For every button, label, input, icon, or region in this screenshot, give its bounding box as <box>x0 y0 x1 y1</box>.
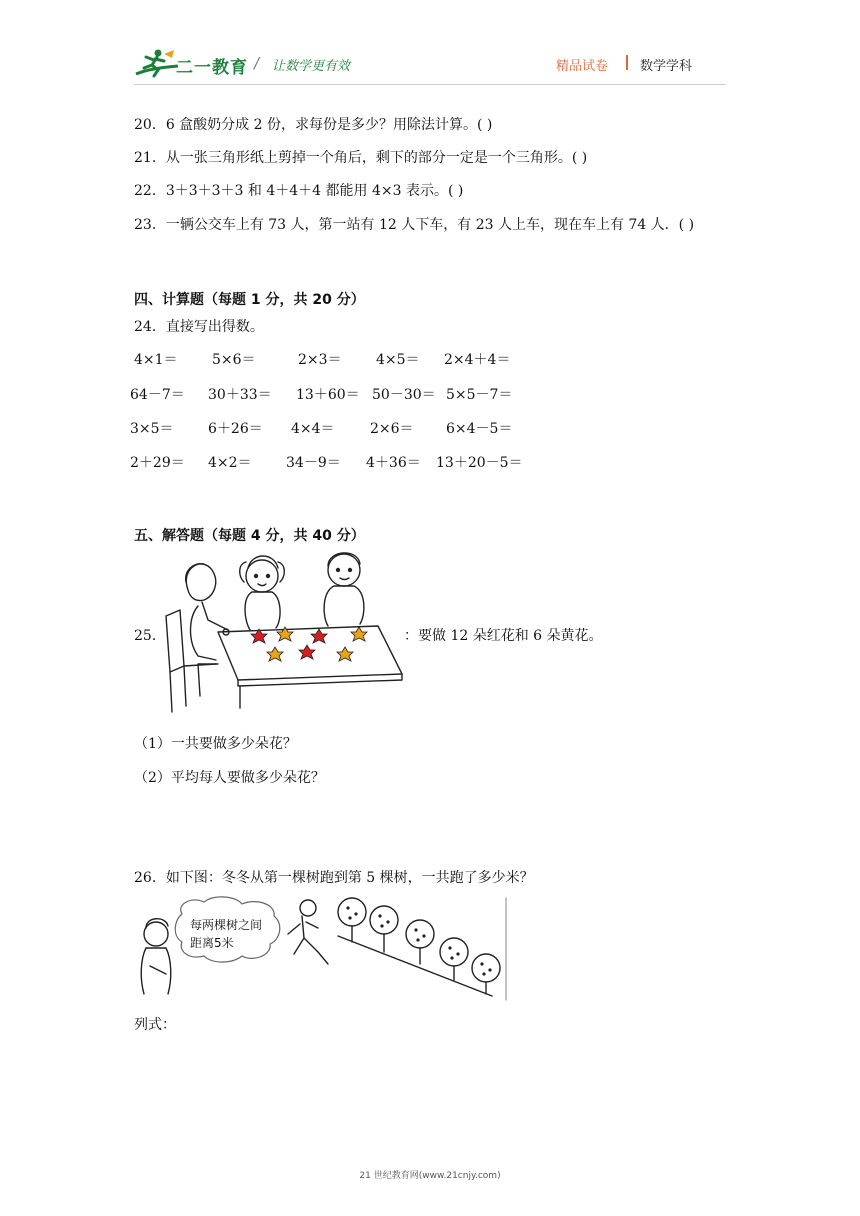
question-25-sub1: （1）一共要做多少朵花？ <box>134 736 297 752</box>
header-rule <box>134 84 726 85</box>
calc-item: 13＋60＝ <box>296 387 360 403</box>
calc-item: 2＋29＝ <box>130 455 185 471</box>
question-25-sub2: （2）平均每人要做多少朵花？ <box>134 770 325 786</box>
calc-item: 34－9＝ <box>286 455 341 471</box>
calc-item: 4＋36＝ <box>366 455 421 471</box>
children-making-flowers-illustration <box>158 546 406 716</box>
question-23: 23．一辆公交车上有 73 人，第一站有 12 人下车，有 23 人上车，现在车上有 74 人．( ) <box>134 217 695 233</box>
calc-item: 2×6＝ <box>370 421 414 437</box>
question-24: 24．直接写出得数。 <box>134 319 264 335</box>
calc-item: 5×6＝ <box>212 352 256 368</box>
calc-item: 4×4＝ <box>291 421 335 437</box>
boy-running-trees-illustration <box>132 894 512 1004</box>
question-20: 20．6 盒酸奶分成 2 份，求每份是多少？用除法计算。( ) <box>134 117 493 133</box>
question-25-number: 25． <box>134 628 166 644</box>
question-26: 26．如下图：冬冬从第一棵树跑到第 5 棵树，一共跑了多少米？ <box>134 870 534 886</box>
header-slogan: 让数学更有效 <box>272 59 351 74</box>
header-label: 精品试卷 <box>556 59 609 74</box>
logo-text: 二一教育 <box>176 58 248 78</box>
logo-runner-icon <box>134 48 180 78</box>
question-21: 21．从一张三角形纸上剪掉一个角后，剩下的部分一定是一个三角形。( ) <box>134 150 588 166</box>
calc-item: 6×4－5＝ <box>446 421 513 437</box>
calc-item: 3×5＝ <box>130 421 174 437</box>
calc-item: 50－30＝ <box>372 387 436 403</box>
calc-item: 5×5－7＝ <box>446 387 513 403</box>
header-divider <box>626 55 628 70</box>
calc-item: 4×1＝ <box>134 352 178 368</box>
page-footer: 21 世纪教育网(www.21cnjy.com) <box>359 1171 501 1181</box>
bubble-text-line2: 距离5米 <box>190 936 234 950</box>
calc-item: 4×5＝ <box>376 352 420 368</box>
question-22: 22．3＋3＋3＋3 和 4＋4＋4 都能用 4×3 表示。( ) <box>134 183 464 199</box>
calc-item: 64－7＝ <box>130 387 185 403</box>
header-subject: 数学学科 <box>640 59 693 74</box>
calc-item: 2×4＋4＝ <box>444 352 511 368</box>
calc-item: 2×3＝ <box>298 352 342 368</box>
calc-item: 30＋33＝ <box>208 387 272 403</box>
calc-item: 6＋26＝ <box>208 421 263 437</box>
header-separator: / <box>254 54 260 72</box>
question-25-text: ：要做 12 朵红花和 6 朵黄花。 <box>404 628 603 644</box>
bubble-text-line1: 每两棵树之间 <box>190 918 263 932</box>
calc-item: 4×2＝ <box>208 455 252 471</box>
calc-item: 13＋20－5＝ <box>436 455 523 471</box>
formula-label: 列式： <box>134 1017 176 1033</box>
section-5-title: 五、解答题（每题 4 分，共 40 分） <box>134 528 365 544</box>
section-4-title: 四、计算题（每题 1 分，共 20 分） <box>134 292 365 308</box>
